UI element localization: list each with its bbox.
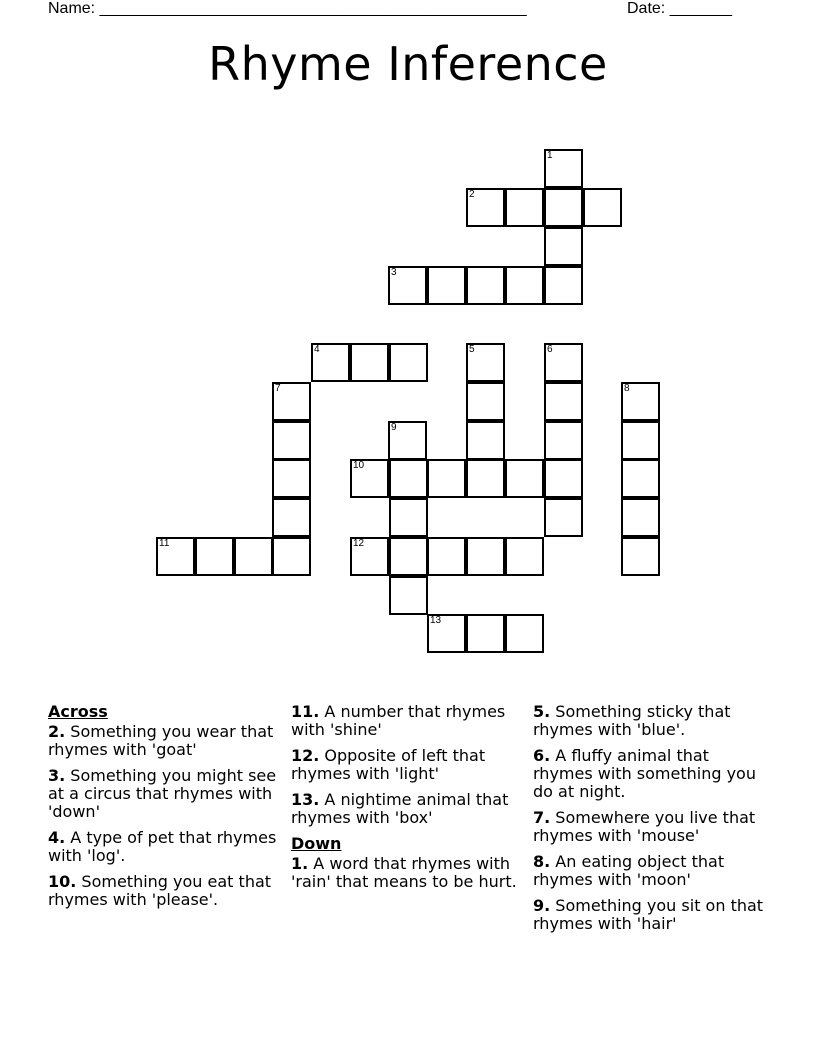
clues-column-1 bbox=[48, 703, 280, 917]
crossword-cell[interactable] bbox=[621, 459, 660, 498]
crossword-cell[interactable] bbox=[505, 188, 544, 227]
clue-item-text: Somewhere you live that rhymes with 'mouse' bbox=[533, 808, 756, 845]
clue-item-number: 11. bbox=[291, 702, 320, 721]
crossword-cell[interactable] bbox=[427, 266, 466, 305]
clue-item-text: An eating object that rhymes with 'moon' bbox=[533, 852, 725, 889]
crossword-cell[interactable] bbox=[389, 498, 428, 537]
clue-item bbox=[533, 747, 765, 801]
crossword-cell[interactable] bbox=[466, 382, 505, 421]
crossword-cell[interactable] bbox=[621, 537, 660, 576]
clue-item-text: A word that rhymes with 'rain' that means to be hurt. bbox=[291, 854, 517, 891]
clue-item bbox=[533, 853, 765, 889]
clue-number-label: 3 bbox=[391, 267, 397, 278]
down-clues-list bbox=[291, 855, 523, 891]
crossword-cell[interactable] bbox=[466, 614, 505, 653]
clue-item-number: 6. bbox=[533, 746, 551, 765]
crossword-cell[interactable] bbox=[272, 459, 311, 498]
clue-item-text: Something you sit on that rhymes with 'hair' bbox=[533, 896, 764, 933]
clue-number-label: 11 bbox=[159, 538, 170, 549]
crossword-cell[interactable] bbox=[195, 537, 234, 576]
clue-item-number: 9. bbox=[533, 896, 551, 915]
crossword-cell[interactable] bbox=[505, 266, 544, 305]
crossword-cell[interactable] bbox=[427, 537, 466, 576]
crossword-cell[interactable] bbox=[544, 459, 583, 498]
clue-item-number: 3. bbox=[48, 766, 66, 785]
across-clues-list-continued bbox=[291, 703, 523, 827]
clue-number-label: 12 bbox=[353, 538, 365, 549]
page-title: Rhyme Inference bbox=[208, 37, 608, 91]
name-field-label: Name: ________________________________________________ bbox=[48, 0, 527, 17]
across-heading: Across bbox=[48, 702, 108, 721]
clue-item bbox=[533, 703, 765, 739]
clue-item-number: 4. bbox=[48, 828, 66, 847]
crossword-cell[interactable] bbox=[505, 614, 544, 653]
crossword-cell[interactable] bbox=[544, 421, 583, 460]
crossword-cell[interactable] bbox=[621, 498, 660, 537]
clue-number-label: 13 bbox=[430, 615, 442, 626]
clue-item bbox=[291, 855, 523, 891]
clue-item-number: 13. bbox=[291, 790, 320, 809]
clue-item-text: Opposite of left that rhymes with 'light' bbox=[291, 746, 486, 783]
clue-item-number: 5. bbox=[533, 702, 551, 721]
clue-number-label: 4 bbox=[314, 344, 320, 355]
crossword-cell[interactable] bbox=[466, 459, 505, 498]
down-heading: Down bbox=[291, 834, 342, 853]
clue-item-text: Something you wear that rhymes with 'goat' bbox=[48, 722, 274, 759]
clues-column-2 bbox=[291, 703, 523, 899]
crossword-cell[interactable] bbox=[272, 498, 311, 537]
crossword-cell[interactable] bbox=[389, 537, 428, 576]
clue-item-text: A type of pet that rhymes with 'log'. bbox=[48, 828, 277, 865]
crossword-cell[interactable] bbox=[466, 266, 505, 305]
crossword-cell[interactable] bbox=[389, 459, 428, 498]
clue-item bbox=[48, 829, 280, 865]
crossword-cell[interactable] bbox=[505, 459, 544, 498]
clue-item-number: 7. bbox=[533, 808, 551, 827]
clue-item-number: 10. bbox=[48, 872, 77, 891]
crossword-cell[interactable] bbox=[466, 537, 505, 576]
clue-item-text: A nightime animal that rhymes with 'box' bbox=[291, 790, 509, 827]
crossword-cell[interactable] bbox=[544, 227, 583, 266]
date-field-label: Date: _______ bbox=[627, 0, 732, 17]
crossword-cell[interactable] bbox=[234, 537, 273, 576]
clue-item-number: 1. bbox=[291, 854, 309, 873]
crossword-cell[interactable] bbox=[466, 421, 505, 460]
clue-item-number: 2. bbox=[48, 722, 66, 741]
clue-item bbox=[291, 747, 523, 783]
clue-item bbox=[48, 873, 280, 909]
crossword-cell[interactable] bbox=[427, 459, 466, 498]
crossword-cell[interactable] bbox=[621, 421, 660, 460]
crossword-cell[interactable] bbox=[544, 188, 583, 227]
clue-item-number: 8. bbox=[533, 852, 551, 871]
crossword-cell[interactable] bbox=[350, 343, 389, 382]
clue-item bbox=[291, 703, 523, 739]
clue-number-label: 2 bbox=[469, 189, 475, 200]
clue-item bbox=[533, 809, 765, 845]
crossword-cell[interactable] bbox=[544, 382, 583, 421]
crossword-cell[interactable] bbox=[272, 537, 311, 576]
clue-item bbox=[291, 791, 523, 827]
clue-number-label: 1 bbox=[547, 150, 553, 161]
crossword-cell[interactable] bbox=[272, 421, 311, 460]
clue-item bbox=[48, 723, 280, 759]
clue-number-label: 7 bbox=[275, 383, 281, 394]
clue-number-label: 8 bbox=[624, 383, 630, 394]
crossword-cell[interactable] bbox=[389, 343, 428, 382]
clue-item bbox=[48, 767, 280, 821]
across-clues-list bbox=[48, 723, 280, 909]
clue-item-text: Something you might see at a circus that rhymes with 'down' bbox=[48, 766, 277, 821]
clue-number-label: 5 bbox=[469, 344, 475, 355]
clue-item bbox=[533, 897, 765, 933]
clue-item-text: Something sticky that rhymes with 'blue'. bbox=[533, 702, 731, 739]
crossword-cell[interactable] bbox=[544, 266, 583, 305]
crossword-cell[interactable] bbox=[583, 188, 622, 227]
crossword-cell[interactable] bbox=[505, 537, 544, 576]
clue-item-text: A number that rhymes with 'shine' bbox=[291, 702, 506, 739]
clue-item-text: A fluffy animal that rhymes with something you do at night. bbox=[533, 746, 756, 801]
clue-item-number: 12. bbox=[291, 746, 320, 765]
clue-number-label: 9 bbox=[391, 422, 397, 433]
clue-number-label: 6 bbox=[547, 344, 553, 355]
crossword-cell[interactable] bbox=[389, 576, 428, 615]
clues-column-3 bbox=[533, 703, 765, 941]
crossword-cell[interactable] bbox=[544, 498, 583, 537]
clue-item-text: Something you eat that rhymes with 'please'. bbox=[48, 872, 272, 909]
clue-number-label: 10 bbox=[353, 460, 365, 471]
down-clues-list-continued bbox=[533, 703, 765, 933]
